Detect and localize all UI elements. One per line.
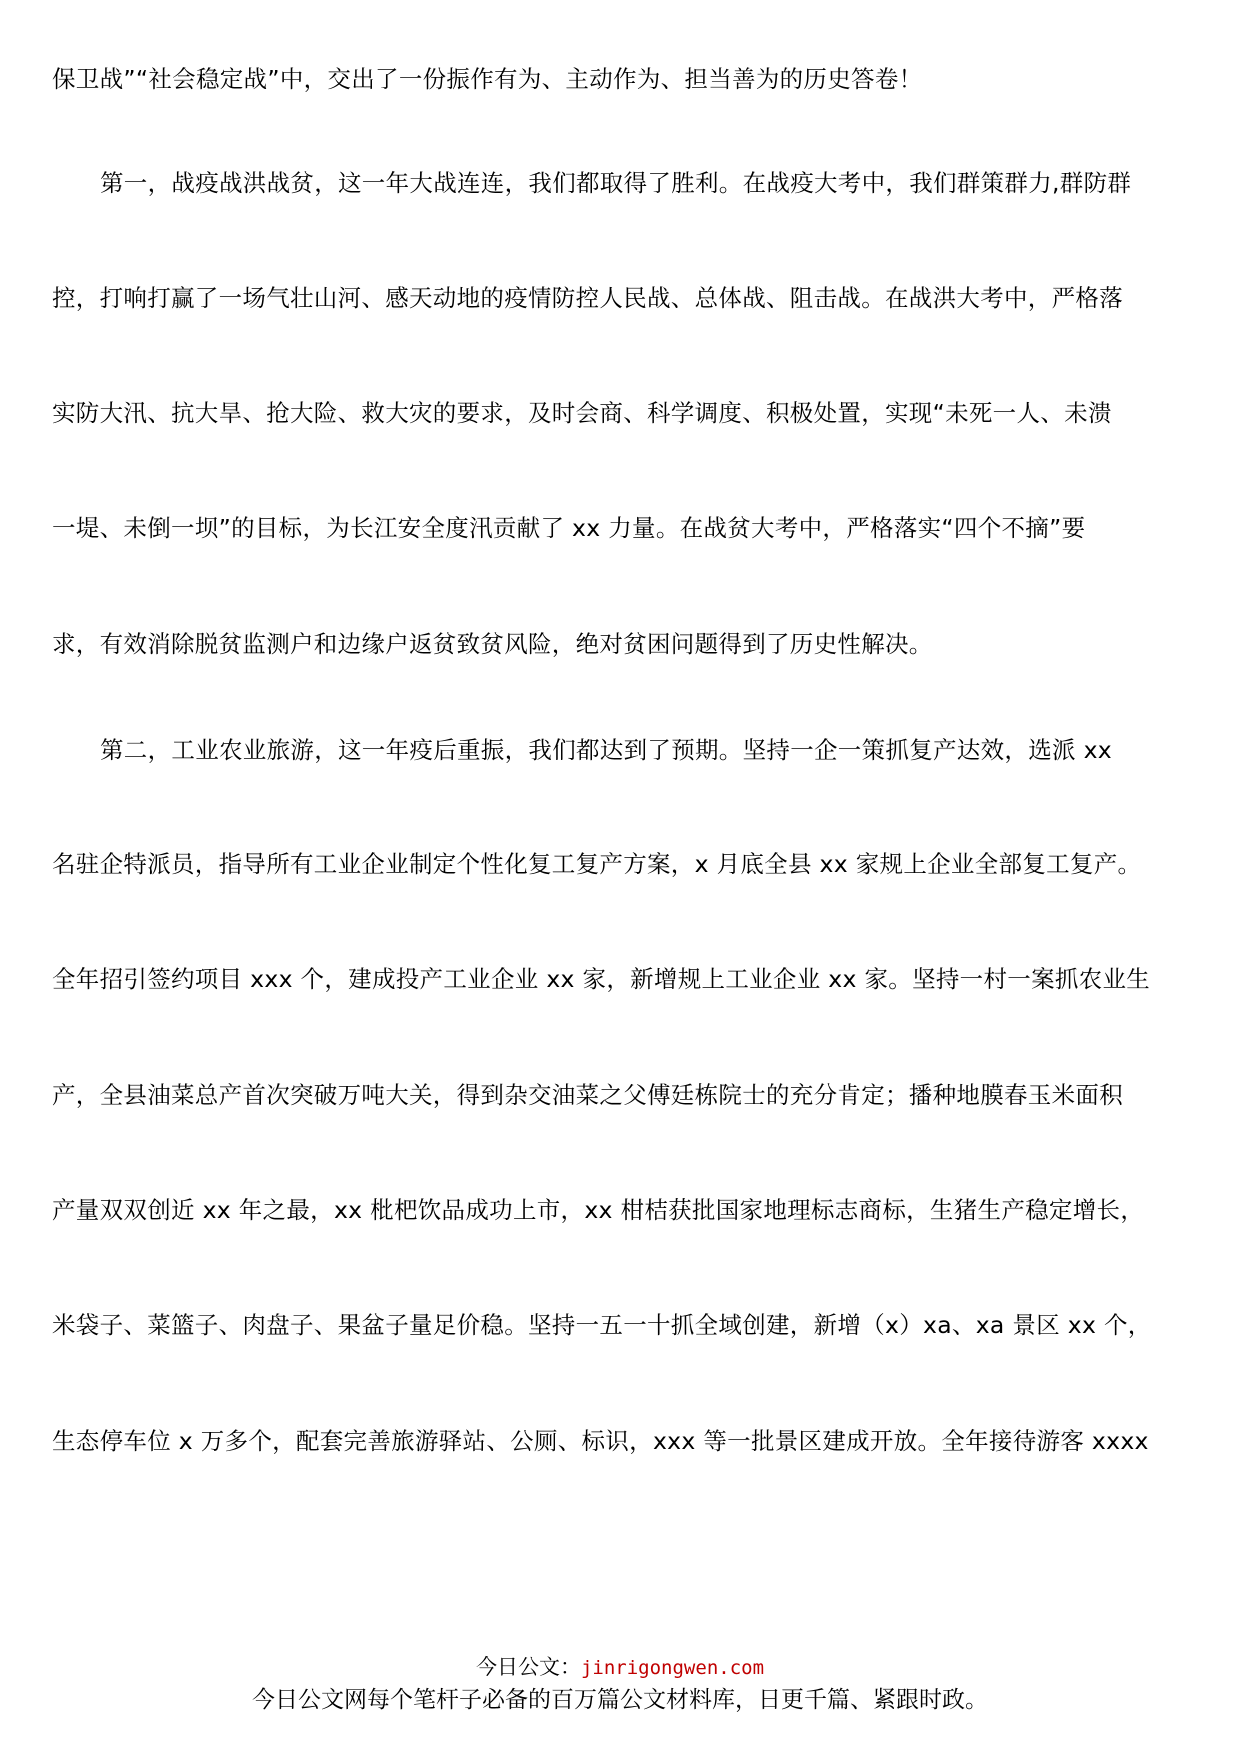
body-line: 保卫战”“社会稳定战”中，交出了一份振作有为、主动作为、担当善为的历史答卷！ (52, 65, 923, 93)
body-line: 实防大汛、抗大旱、抢大险、救大灾的要求，及时会商、科学调度、积极处置，实现“未死一人、未溃 (52, 399, 1112, 427)
footer-source (0, 1653, 1240, 1682)
paragraph-first-line: 第一，战疫战洪战贫，这一年大战连连，我们都取得了胜利。在战疫大考中，我们群策群力,群防群 (100, 169, 1132, 197)
paragraph-first-line: 第二，工业农业旅游，这一年疫后重振，我们都达到了预期。坚持一企一策抓复产达效，选派 xx (100, 736, 1112, 764)
body-line: 产量双双创近 xx 年之最，xx 枇杷饮品成功上市，xx 柑桔获批国家地理标志商标，生猪生产稳定增长， (52, 1196, 1145, 1224)
footer-site-link[interactable]: jinrigongwen.com (580, 1657, 765, 1679)
body-line: 生态停车位 x 万多个，配套完善旅游驿站、公厕、标识，xxx 等一批景区建成开放。全年接待游客 xxxx (52, 1427, 1149, 1455)
footer-source-label: 今日公文： (475, 1655, 581, 1679)
body-line: 名驻企特派员，指导所有工业企业制定个性化复工复产方案，x 月底全县 xx 家规上企业全部复工复产。 (52, 850, 1142, 878)
body-line: 米袋子、菜篮子、肉盘子、果盆子量足价稳。坚持一五一十抓全域创建，新增（x）xa、xa 景区 xx 个， (52, 1311, 1152, 1339)
body-line: 全年招引签约项目 xxx 个，建成投产工业企业 xx 家，新增规上工业企业 xx 家。坚持一村一案抓农业生 (52, 965, 1151, 993)
body-line: 产，全县油菜总产首次突破万吨大关，得到杂交油菜之父傅廷栋院士的充分肯定；播种地膜春玉米面积 (52, 1081, 1123, 1109)
body-line: 一堤、未倒一坝”的目标，为长江安全度汛贡献了 xx 力量。在战贫大考中，严格落实“四个不摘”要 (52, 514, 1086, 542)
footer-slogan: 今日公文网每个笔杆子必备的百万篇公文材料库，日更千篇、紧跟时政。 (252, 1687, 988, 1713)
body-line: 求，有效消除脱贫监测户和边缘户返贫致贫风险，绝对贫困问题得到了历史性解决。 (52, 630, 933, 658)
body-line: 控，打响打赢了一场气壮山河、感天动地的疫情防控人民战、总体战、阻击战。在战洪大考中，严格落 (52, 284, 1123, 312)
